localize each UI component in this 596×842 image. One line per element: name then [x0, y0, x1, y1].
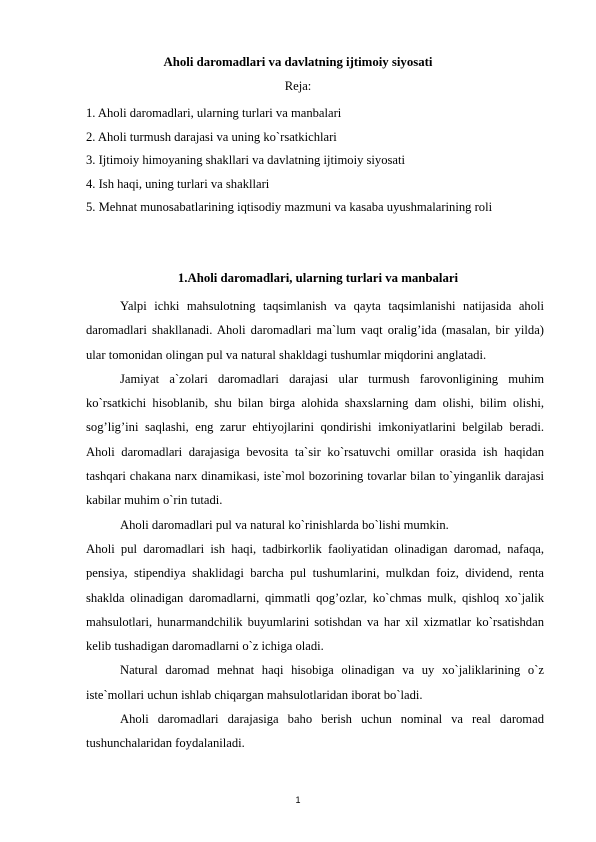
- page-number: 1: [295, 795, 301, 805]
- paragraph: Aholi daromadlari darajasiga baho berish uchun nominal va real daromad tushunchalaridan foydalaniladi.: [86, 712, 544, 751]
- plan-item: 3. Ijtimoiy himoyaning shakllari va davlatning ijtimoiy siyosati: [86, 153, 406, 167]
- paragraph: Yalpi ichki mahsulotning taqsimlanish va qayta taqsimlanishi natijasida aholi daromadlari shakllanadi. Aholi daromadlari ma`lum vaqt oralig’ida (masalan, bir yilda) ular tomonidan olingan pul va natural shakldagi tushumlar miqdorini anglatadi.: [86, 299, 544, 362]
- plan-item: 4. Ish haqi, uning turlari va shakllari: [86, 176, 270, 191]
- paragraph: Aholi daromadlari pul va natural ko`rinishlarda bo`lishi mumkin.: [120, 517, 449, 532]
- section-body: [86, 294, 544, 756]
- document-title: Aholi daromadlari va davlatning ijtimoiy siyosati: [163, 55, 433, 69]
- plan-item: 1. Aholi daromadlari, ularning turlari va manbalari: [86, 106, 342, 120]
- plan-item: 5. Mehnat munosabatlarining iqtisodiy mazmuni va kasaba uyushmalarining roli: [86, 200, 493, 214]
- section-heading: 1.Aholi daromadlari, ularning turlari va manbalari: [177, 271, 459, 285]
- plan-list: [86, 102, 544, 220]
- paragraph: Aholi pul daromadlari ish haqi, tadbirkorlik faoliyatidan olinadigan daromad, nafaqa, pensiya, stipendiya shaklidagi barcha pul tushumlarini, mulkdan foiz, dividend, renta shaklda olinadigan daromadlarni, qimmatli qog’ozlar, ko`chmas mulk, qishloq xo`jalik mahsulotlari, hunarmandchilik buyumlarini sotishdan va har xil xizmatlar ko`rsatishdan kelib tushadigan daromadlarni o`z ichiga oladi.: [86, 541, 544, 654]
- paragraph: Natural daromad mehnat haqi hisobiga olinadigan va uy xo`jaliklarining o`z iste`mollari uchun ishlab chiqargan mahsulotlaridan iborat bo`ladi.: [86, 663, 544, 702]
- paragraph: Jamiyat a`zolari daromadlari darajasi ular turmush farovonligining muhim ko`rsatkichi hisoblanib, shu bilan birga alohida shaxslarning dam olishi, bilim olishi, sog’lig’ini saqlashi, eng zarur ehtiyojlarini qondirishi imkoniyatlarini belgilab beradi. Aholi daromadlari darajasiga bevosita ta`sir ko`rsatuvchi omillar orasida ish haqidan tashqari chakana narx dinamikasi, iste`mol bozorining tovarlar bilan to`yinganlik darajasi kabilar muhim o`rin tutadi.: [86, 371, 544, 508]
- plan-heading: Reja:: [284, 79, 312, 93]
- plan-item: 2. Aholi turmush darajasi va uning ko`rsatkichlari: [86, 129, 337, 144]
